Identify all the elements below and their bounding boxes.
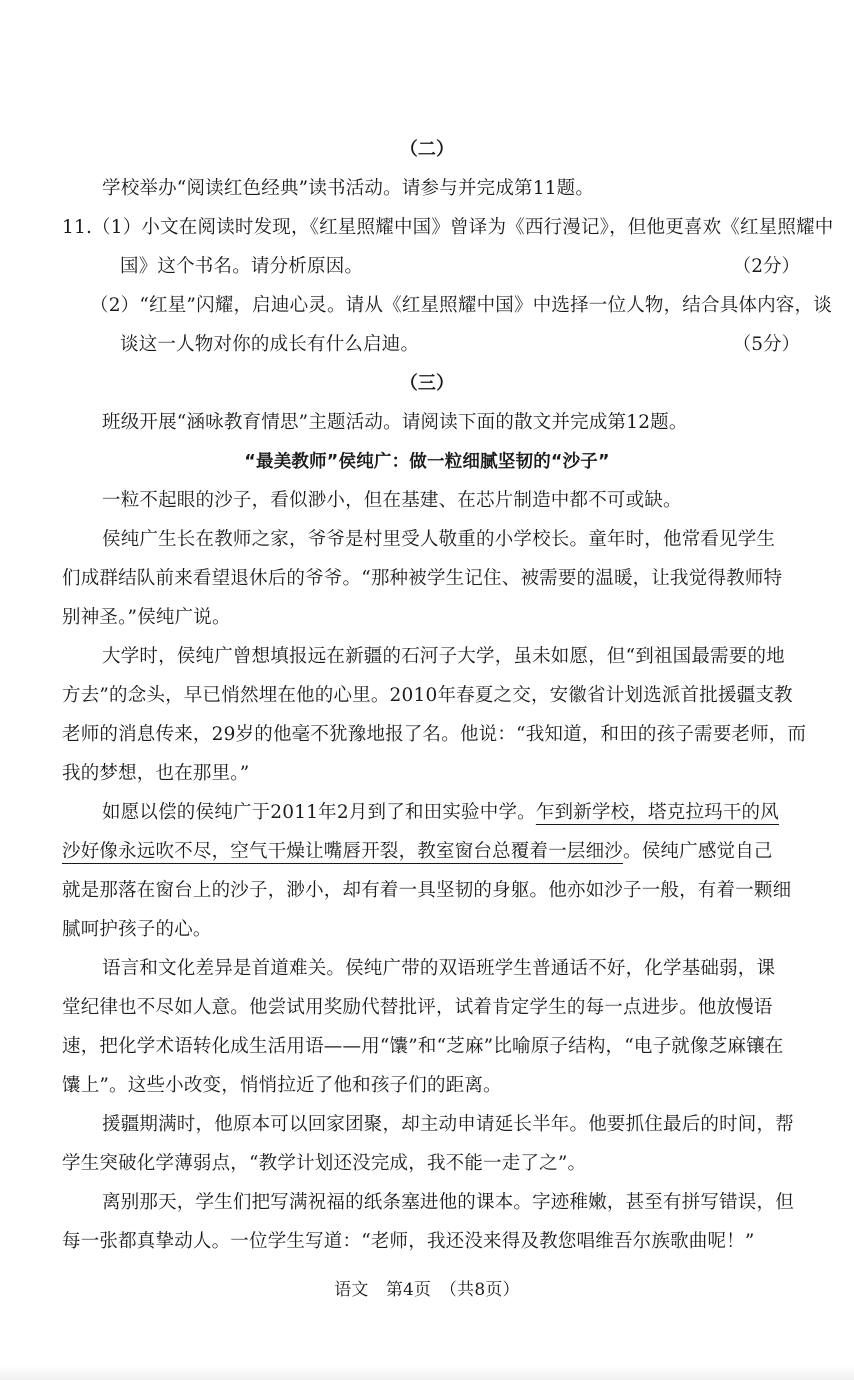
question-11-1-score: （2分） bbox=[732, 256, 800, 277]
page-footer: 语文 第4页 （共8页） bbox=[334, 1280, 520, 1300]
article-paragraph-6-line: 援疆期满时，他原本可以回家团聚，却主动申请延长半年。他要抓住最后的时间，帮 bbox=[102, 1114, 794, 1135]
section-2-heading: （二） bbox=[399, 139, 455, 160]
article-paragraph-4-line bbox=[62, 837, 773, 867]
article-paragraph-6-line: 学生突破化学薄弱点，“教学计划还没完成，我不能一走了之”。 bbox=[62, 1153, 587, 1174]
article-paragraph-4-line bbox=[102, 798, 779, 828]
underlined-sentence: 乍到新学校，塔克拉玛干的风 bbox=[535, 802, 779, 823]
article-paragraph-5-line: 馕上”。这些小改变，悄悄拉近了他和孩子们的距离。 bbox=[62, 1075, 502, 1096]
section-2-intro: 学校举办“阅读红色经典”读书活动。请参与并完成第11题。 bbox=[102, 178, 595, 199]
article-text: 。侯纯广感觉自己 bbox=[623, 841, 773, 862]
section-3-heading: （三） bbox=[399, 373, 455, 394]
article-paragraph-2-line: 们成群结队前来看望退休后的爷爷。“那种被学生记住、被需要的温暖，让我觉得教师特 bbox=[62, 568, 783, 589]
article-paragraph-4-line: 腻呵护孩子的心。 bbox=[62, 919, 212, 940]
article-paragraph-7-line: 每一张都真挚动人。一位学生写道：“老师，我还没来得及教您唱维吾尔族歌曲呢！” bbox=[62, 1231, 755, 1252]
article-paragraph-5-line: 堂纪律也不尽如人意。他尝试用奖励代替批评，试着肯定学生的每一点进步。他放慢语 bbox=[62, 997, 773, 1018]
article-paragraph-3-line: 老师的消息传来，29岁的他毫不犹豫地报了名。他说：“我知道，和田的孩子需要老师，而 bbox=[62, 724, 807, 745]
question-11-1-line-1: 11.（1）小文在阅读时发现，《红星照耀中国》曾译为《西行漫记》，但他更喜欢《红星照耀中 bbox=[62, 217, 834, 238]
article-text: 如愿以偿的侯纯广于2011年2月到了和田实验中学。 bbox=[102, 802, 536, 823]
article-paragraph-3-line: 大学时，侯纯广曾想填报远在新疆的石河子大学，虽未如愿，但“到祖国最需要的地 bbox=[102, 646, 785, 667]
article-paragraph-5-line: 速，把化学术语转化成生活用语——用“馕”和“芝麻”比喻原子结构，“电子就像芝麻镶在 bbox=[62, 1036, 784, 1057]
article-paragraph-3-line: 我的梦想，也在那里。” bbox=[62, 763, 250, 784]
underlined-sentence: 沙好像永远吹不尽，空气干燥让嘴唇开裂，教室窗台总覆着一层细沙 bbox=[62, 841, 624, 862]
article-paragraph-4-line: 就是那落在窗台上的沙子，渺小，却有着一具坚韧的身躯。他亦如沙子一般，有着一颗细 bbox=[62, 880, 792, 901]
article-title: “最美教师”侯纯广：做一粒细腻坚韧的“沙子” bbox=[244, 452, 610, 472]
section-3-intro: 班级开展“涵咏教育情思”主题活动。请阅读下面的散文并完成第12题。 bbox=[102, 412, 688, 433]
question-11-2-line-2: 谈这一人物对你的成长有什么启迪。 bbox=[120, 334, 420, 355]
article-paragraph-5-line: 语言和文化差异是首道难关。侯纯广带的双语班学生普通话不好，化学基础弱，课 bbox=[102, 958, 776, 979]
article-paragraph-2-line: 侯纯广生长在教师之家，爷爷是村里受人敬重的小学校长。童年时，他常看见学生 bbox=[102, 529, 776, 550]
question-11-2-score: （5分） bbox=[732, 334, 800, 355]
page-bottom-edge bbox=[0, 1366, 854, 1380]
article-paragraph-7-line: 离别那天，学生们把写满祝福的纸条塞进他的课本。字迹稚嫩，甚至有拼写错误，但 bbox=[102, 1192, 794, 1213]
article-paragraph-1: 一粒不起眼的沙子，看似渺小，但在基建、在芯片制造中都不可或缺。 bbox=[102, 490, 682, 511]
question-11-1-line-2: 国》这个书名。请分析原因。 bbox=[120, 256, 364, 277]
article-paragraph-3-line: 方去”的念头，早已悄然埋在他的心里。2010年春夏之交，安徽省计划选派首批援疆支教 bbox=[62, 685, 793, 706]
article-paragraph-2-line: 别神圣。”侯纯广说。 bbox=[62, 607, 231, 628]
question-11-2-line-1: （2）“红星”闪耀，启迪心灵。请从《红星照耀中国》中选择一位人物，结合具体内容，谈 bbox=[90, 295, 832, 316]
